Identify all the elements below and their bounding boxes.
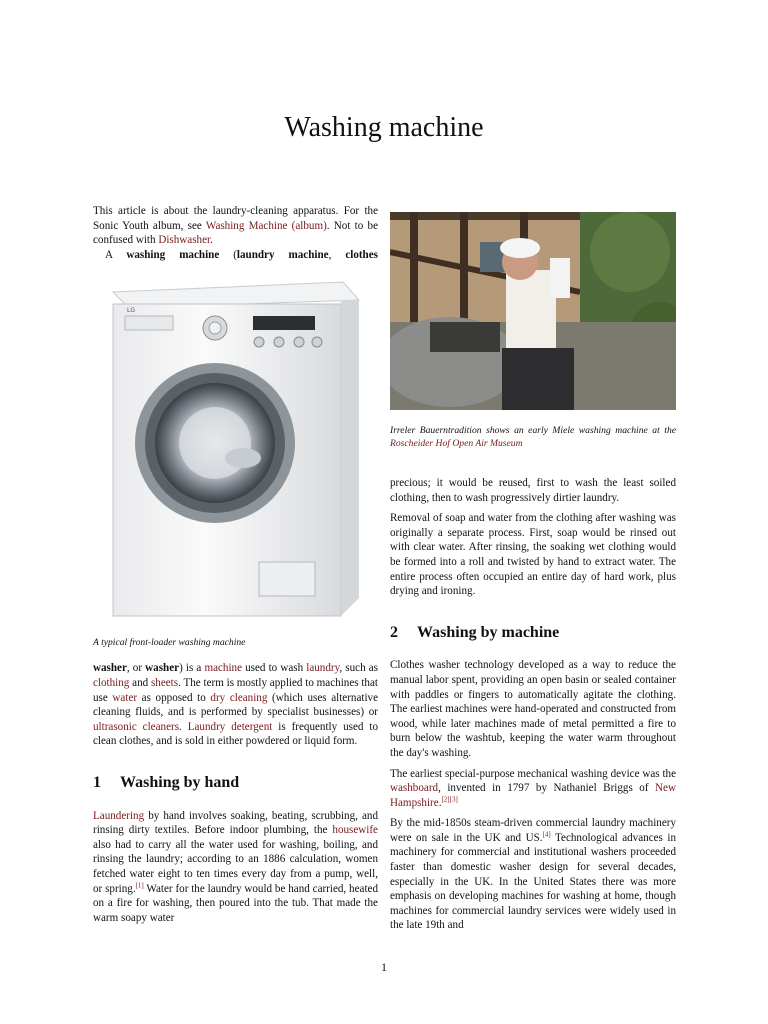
svg-text:LG: LG (127, 307, 135, 315)
right-paragraph-1: precious; it would be reused, first to wash the least soiled clothing, then to wash progressively dirtier laundry. (390, 477, 676, 504)
section-heading-washing-by-hand: 1 Washing by hand (93, 773, 240, 791)
reference-4[interactable]: [4] (542, 830, 551, 839)
section2-paragraph-3: By the mid-1850s steam-driven commercial laundry machinery were on sale in the UK and US.[4] Technological advances in machinery for commercial and institutional washers proceeded faster than domestic washer design for several decades, especially in the UK. In the United States there was more emphasis on developing machines for washing at home, though machines for commercial laundry services were widely used in the late 19th and (390, 817, 676, 932)
link-water[interactable]: water (112, 691, 138, 704)
link-laundering[interactable]: Laundering (93, 809, 145, 822)
link-sheets[interactable]: sheets (150, 676, 179, 689)
link-roscheider-hof[interactable]: Roscheider Hof Open Air Museum (390, 438, 523, 449)
section-heading-washing-by-machine: 2 Washing by machine (390, 623, 560, 641)
link-housewife[interactable]: housewife (332, 824, 378, 837)
left-column (93, 204, 378, 925)
intro-paragraph-continued: washer, or washer) is a machine used to wash laundry, such as clothing and sheets. The term is mostly applied to machines that use water as opposed to dry cleaning (which uses alternative cleaning fluids, and is performed by specialist businesses) or ultrasonic cleaners. Laundry detergent is frequently used to clean clothes, and is sold in either powdered or liquid form. (93, 662, 379, 748)
link-clothing[interactable]: clothing (93, 676, 130, 689)
page-number: 1 (381, 960, 387, 974)
hatnote: This article is about the laundry-cleaning apparatus. For the Sonic Youth album, see Washing Machine (album). Not to be confused with Dishwasher. (93, 205, 378, 247)
link-ultrasonic-cleaners[interactable]: ultrasonic cleaners (93, 720, 180, 733)
right-paragraph-2: Removal of soap and water from the clothing after washing was originally a separate process. First, soap would be rinsed out with clear water. After rinsing, the soaking wet clothing would be formed into a roll and twisted by hand to extract water. The entire process often occupied an entire day of hard work, plus drying and ironing. (390, 512, 676, 598)
link-dry-cleaning[interactable]: dry cleaning (210, 691, 268, 704)
right-column (390, 212, 676, 933)
link-laundry[interactable]: laundry (306, 662, 340, 675)
link-machine[interactable]: machine (204, 662, 243, 675)
section2-paragraph-2: The earliest special-purpose mechanical washing device was the washboard, invented in 1797 by Nathaniel Briggs of New Hampshire.[2][3] (390, 767, 676, 809)
intro-paragraph-start: A washing machine (laundry machine, clothes (105, 248, 378, 261)
front-loader-washing-machine-image (93, 278, 361, 618)
section2-paragraph-1: Clothes washer technology developed as a way to reduce the manual labor spent, providing an open basin or sealed container with paddles or fingers to automatically agitate the clothing. The earliest machines were hand-operated and constructed from wood, while later machines made of metal permitted a fire to burn below the washtub, keeping the water warm throughout the day's washing. (390, 659, 676, 759)
reference-1[interactable]: [1] (135, 880, 144, 889)
link-washing-machine-album[interactable]: Washing Machine (album) (205, 219, 327, 232)
link-washboard[interactable]: washboard (390, 782, 439, 795)
miele-washing-machine-photo (390, 212, 676, 410)
page-title: Washing machine (284, 112, 484, 143)
reference-2-3[interactable]: [2][3] (441, 795, 458, 803)
figure-caption-miele: Irreler Bauerntradition shows an early Miele washing machine at the Roscheider Hof Open Air Museum (390, 425, 676, 449)
link-new-hampshire[interactable]: New Hampshire (390, 782, 676, 809)
link-laundry-detergent[interactable]: Laundry detergent (187, 720, 273, 733)
figure-caption-front-loader: A typical front-loader washing machine (93, 637, 246, 649)
link-dishwasher[interactable]: Dishwasher (158, 234, 211, 247)
section1-paragraph: Laundering by hand involves soaking, beating, scrubbing, and rinsing dirty textiles. Before indoor plumbing, the housewife also had to carry all the water used for washing, boiling, and rinsing the laundry; according to an 1886 calculation, women fetched water eight to ten times every day from a pump, well, or spring.[1] Water for the laundry would be hand carried, heated on a fire for washing, then poured into the tub. That made the warm soapy water (93, 809, 378, 924)
